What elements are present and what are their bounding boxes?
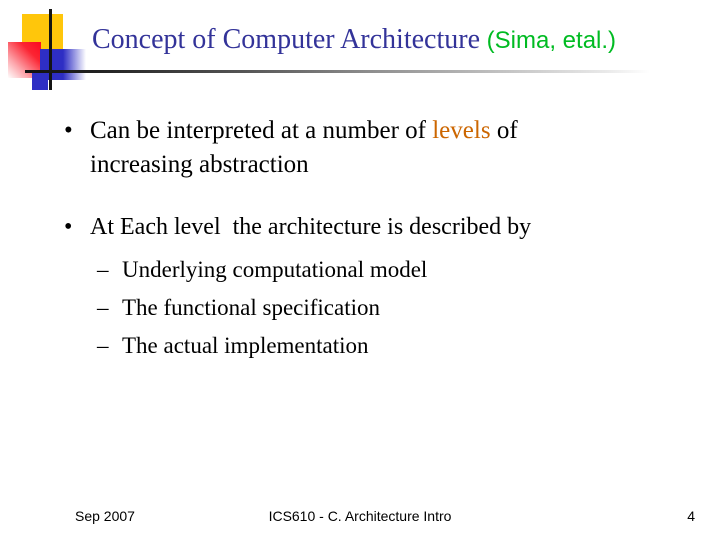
bullet-item-1 bbox=[64, 114, 664, 182]
slide-title bbox=[92, 22, 692, 59]
dash-marker: – bbox=[97, 333, 109, 358]
sub-bullet-text: The actual implementation bbox=[122, 333, 369, 358]
sub-bullet-item-2 bbox=[97, 293, 657, 323]
title-underline-rule bbox=[25, 70, 650, 73]
slide-title-annotation: (Sima, etal.) bbox=[480, 27, 617, 54]
bullet1-line1-post: of bbox=[490, 117, 518, 144]
footer-page-number: 4 bbox=[687, 508, 695, 524]
decoration-blue-tab bbox=[32, 73, 48, 90]
sub-bullet-item-3 bbox=[97, 331, 657, 361]
bullet1-highlight-word: levels bbox=[432, 117, 491, 144]
slide-title-main: Concept of Computer Architecture bbox=[92, 24, 480, 55]
bullet1-line1-pre: Can be interpreted at a number of bbox=[90, 117, 433, 144]
footer-date: Sep 2007 bbox=[75, 508, 135, 524]
bullet1-line2: increasing abstraction bbox=[90, 151, 309, 178]
bullet-item-2 bbox=[64, 212, 684, 242]
bullet-text bbox=[90, 114, 664, 182]
sub-bullet-text: The functional specification bbox=[122, 295, 381, 320]
dash-marker: – bbox=[97, 257, 109, 282]
decoration-vertical-line bbox=[49, 9, 52, 90]
bullet-marker: • bbox=[64, 214, 73, 240]
sub-bullet-item-1 bbox=[97, 255, 657, 285]
bullet-text: At Each level the architecture is described by bbox=[90, 214, 532, 240]
bullet-marker: • bbox=[64, 117, 73, 144]
footer-course-title: ICS610 - C. Architecture Intro bbox=[268, 508, 452, 524]
dash-marker: – bbox=[97, 295, 109, 320]
sub-bullet-text: Underlying computational model bbox=[122, 257, 428, 282]
